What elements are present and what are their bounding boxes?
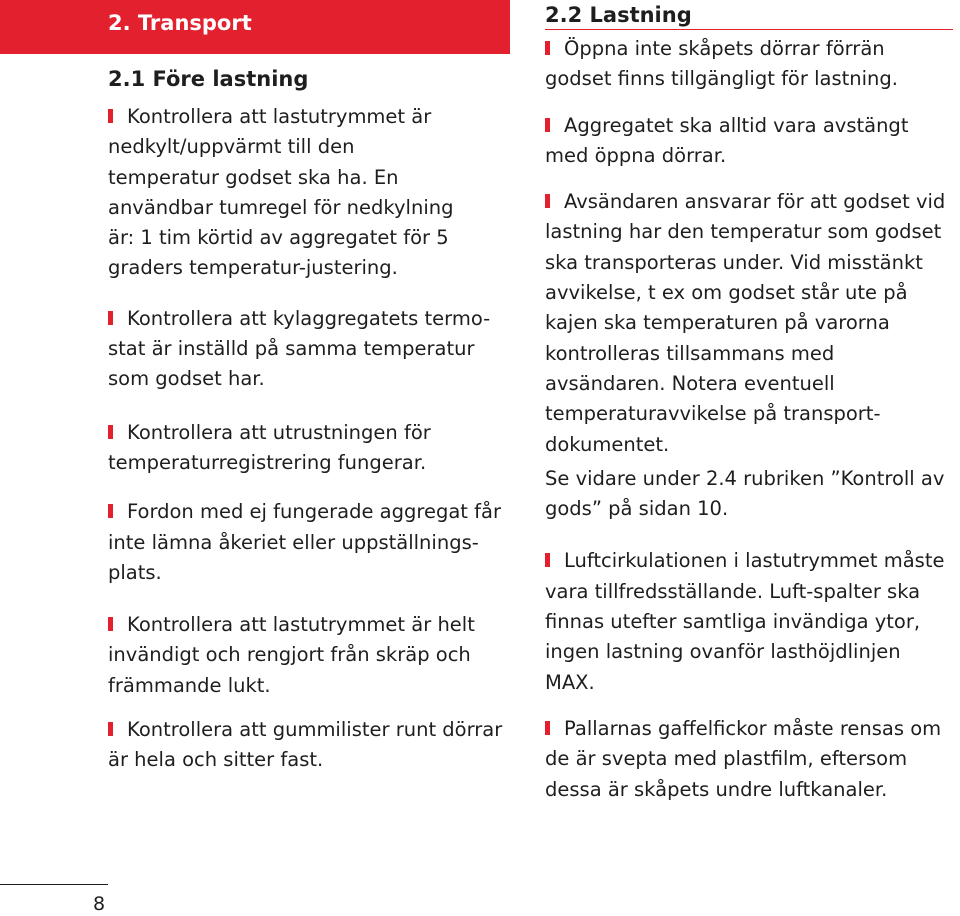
list-item-text: Kontrollera att lastutrymmet är nedkylt/uppvärmt till den temperatur godset ska ha. En användbar tumregel för nedkylning är: 1 tim körtid av aggregatet för 5 graders temperatur-justering. <box>108 105 454 280</box>
bullet-marker-icon <box>545 41 550 55</box>
bullet-marker-icon <box>545 194 550 208</box>
list-item-text: Aggregatet ska alltid vara avstängt med öppna dörrar. <box>545 113 909 167</box>
section-header-bar <box>0 0 510 54</box>
heading-before-loading: 2.1 Före lastning <box>108 67 309 91</box>
bullet-marker-icon <box>108 722 113 736</box>
list-item <box>108 304 510 395</box>
list-item-text: Luftcirkulationen i lastutrymmet måste vara tillfredsställande. Luft-spalter ska finnas utefter samtliga invändiga ytor, ingen lastning ovanför lasthöjdlinjen MAX. <box>545 549 945 694</box>
bullet-marker-icon <box>545 721 550 735</box>
bullet-marker-icon <box>108 311 113 325</box>
bullet-marker-icon <box>108 425 113 439</box>
bullet-marker-icon <box>545 553 550 567</box>
list-item <box>545 34 953 95</box>
heading-loading: 2.2 Lastning <box>545 3 692 27</box>
list-item <box>545 111 953 172</box>
right-column <box>545 0 953 805</box>
list-item <box>545 714 953 805</box>
list-item-text: Pallarnas gaffelfickor måste rensas om de är svepta med plastfilm, eftersom dessa är skåpets undre luftkanaler. <box>545 716 942 801</box>
list-item-text: Fordon med ej fungerade aggregat får inte lämna åkeriet eller uppställnings-plats. <box>108 500 501 584</box>
section-title: 2. Transport <box>108 11 252 35</box>
bullet-marker-icon <box>108 504 113 518</box>
list-item-text: Kontrollera att lastutrymmet är helt invändigt och rengjort från skräp och främmande lukt. <box>108 613 475 697</box>
list-item <box>108 418 510 479</box>
bullet-marker-icon <box>108 109 113 123</box>
list-item-text: Öppna inte skåpets dörrar förrän godset finns tillgängligt för lastning. <box>545 37 898 91</box>
left-column <box>108 64 510 776</box>
list-item-text: Kontrollera att kylaggregatets termo-stat är inställd på samma temperatur som godset har. <box>108 306 491 391</box>
list-item <box>108 497 510 588</box>
page-number: 8 <box>93 893 106 915</box>
list-item <box>108 102 470 284</box>
footer-rule <box>0 884 108 885</box>
list-item <box>108 715 510 776</box>
reference-note: Se vidare under 2.4 rubriken ”Kontroll av gods” på sidan 10. <box>545 466 945 521</box>
list-item-text: Kontrollera att utrustningen för temperaturregistrering fungerar. <box>108 420 431 474</box>
list-item <box>545 546 953 697</box>
list-item-text: Avsändaren ansvarar för att godset vid lastning har den temperatur som godset ska transporteras under. Vid misstänkt avvikelse, t ex om godset står ute på kajen ska temperaturen på varorna kontrolleras tillsammans med avsändaren. Notera eventuell temperaturavvikelse på transport-dokumentet. <box>545 190 946 456</box>
list-item <box>108 610 510 701</box>
bullet-marker-icon <box>108 617 113 631</box>
list-item <box>545 187 953 460</box>
list-item-text: Kontrollera att gummilister runt dörrar är hela och sitter fast. <box>108 718 503 772</box>
bullet-marker-icon <box>545 118 550 132</box>
